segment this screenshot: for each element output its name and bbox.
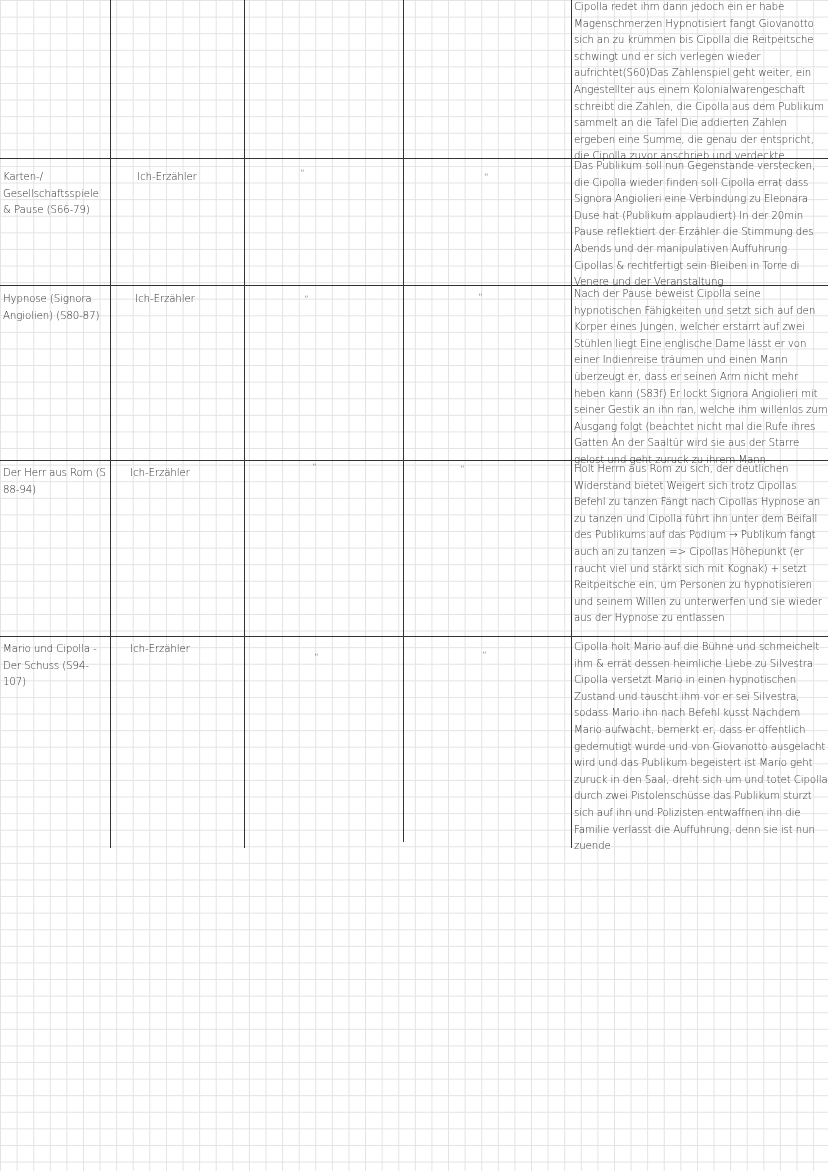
narrator-cell: Ich-Erzähler (130, 644, 190, 655)
content-cell: Das Publikum soll nun Gegenstande verstecken, die Cipolla wieder finden soll Cipolla errat dass Signora Angiolieri eine Verbindung zu Eleonara Duse hat (Publikum applaudiert) In der 20min Pause reflektiert der Erzähler die Stimmung des Abends und der manipulativen Auffuhrung Cipollas & rechtfertigt sein Bleiben in Torre di Venere und der Veranstaltung (574, 161, 816, 289)
narrator-cell: Ich-Erzähler (135, 294, 195, 305)
content-cell: Nach der Pause beweist Cipolla seine hypnotischen Fähigkeiten und setzt sich auf den Korper eines Jungen, welcher erstarrt auf zwei Stühlen liegt Eine englische Dame lässt er von einer Indienreise träumen und einen Mann überzeugt er, dass er seinen Arm nicht mehr heben kann (S83f) Er lockt Signora Angiolieri mit seiner Gestik an ihn ran, welche ihm willenlos zum Ausgang folgt (beachtet nicht mal die Rufe ihres Gatten An der Saaltür wird sie aus der Starre gelost und geht zuruck zu ihrem Mann (574, 289, 828, 466)
same-as-above-mark: “ (304, 295, 309, 305)
same-as-above-mark: “ (314, 653, 319, 663)
narrator-cell: Ich-Erzähler (130, 468, 190, 479)
topic-cell: Mario und Cipolla - Der Schuss (S94-107) (3, 644, 97, 689)
same-as-above-mark: “ (460, 465, 465, 475)
same-as-above-mark: “ (312, 463, 317, 473)
topic-cell: Karten-/ Gesellschaftsspiele & Pause (S66-79) (3, 172, 99, 217)
column-divider-3 (403, 0, 404, 842)
column-divider-4 (571, 0, 572, 848)
narrator-cell: Ich-Erzähler (137, 172, 197, 183)
content-cell: Holt Herrn aus Rom zu sich, der deutlichen Widerstand bietet Weigert sich trotz Cipollas Befehl zu tanzen Fängt nach Cipollas Hypnose an zu tanzen und Cipolla führt ihn unter dem Beifall des Publikums auf das Podium → Publikum fangt auch an zu tanzen => Cipollas Höhepunkt (er raucht viel und stärkt sich mit Kognak) + setzt Reitpeitsche ein, um Personen zu hypnotisieren und seinem Willen zu unterwerfen und sie wieder aus der Hypnose zu entlassen (574, 464, 822, 625)
same-as-above-mark: “ (482, 651, 487, 661)
topic-cell: Hypnose (Signora Angiolien) (S80-87) (3, 294, 100, 322)
column-divider-2 (244, 0, 245, 848)
column-divider-1 (110, 0, 111, 848)
same-as-above-mark: “ (300, 169, 305, 179)
content-cell: Cipolla holt Mario auf die Bühne und schmeichelt ihm & errät dessen heimliche Liebe zu Silvestra Cipolla versetzt Mario in einen hypnotischen Zustand und tauscht ihm vor er sei Silvestra, sodass Mario ihn nach Befehl kusst Nachdem Mario aufwacht, bemerkt er, dass er offentlich gedemutigt wurde und von Giovanotto ausgelacht wird und das Publikum begeistert ist Mario geht zuruck in den Saal, dreht sich um und totet Cipolla durch zwei Pistolenschüsse das Publikum sturzt sich auf ihn und Polizisten entwaffnen ihn die Familie verlasst die Auffuhrung, denn sie ist nun zuende (574, 642, 828, 853)
topic-cell: Der Herr aus Rom (S 88-94) (3, 468, 106, 496)
same-as-above-mark: “ (484, 173, 489, 183)
same-as-above-mark: “ (478, 293, 483, 303)
row-divider-4 (0, 636, 828, 637)
content-cell: Cipolla redet ihm dann jedoch ein er habe Magenschmerzen Hypnotisiert fangt Giovanotto sich an zu krümmen bis Cipolla die Reitpeitsche schwingt und er sich verlegen wieder aufrichtet(S60)Das Zahlenspiel geht weiter, ein Angestellter aus einem Kolonialwarengeschaft schreibt die Zahlen, die Cipolla aus dem Publikum sammelt an die Tafel Die addierten Zahlen ergeben eine Summe, die genau der entspricht, die Cipolla zuvor anschrieb und verdeckte (574, 2, 824, 163)
